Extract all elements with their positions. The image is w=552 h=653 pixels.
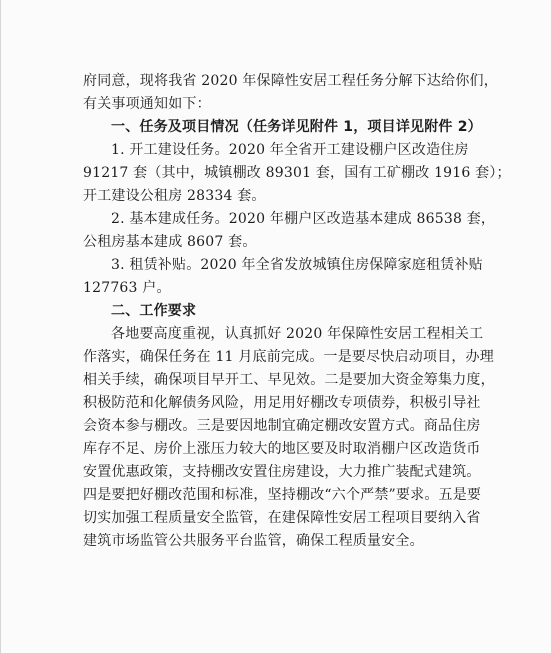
list-item: 1. 开工建设任务。2020 年全省开工建设棚户区改造住房 [111, 142, 469, 158]
body-line: 四是要把好棚改范围和标准，坚持棚改“六个严禁”要求。五是要 [83, 487, 482, 503]
list-item: 3. 租赁补贴。2020 年全省发放城镇住房保障家庭租赁补贴 [111, 257, 483, 273]
body-line: 库存不足、房价上涨压力较大的地区要及时取消棚户区改造货币 [83, 441, 481, 457]
body-line: 府同意，现将我省 2020 年保障性安居工程任务分解下达给你们， [83, 73, 498, 89]
body-line: 安置优惠政策，支持棚改安置住房建设，大力推广装配式建筑。 [83, 464, 481, 480]
body-line: 作落实，确保任务在 11 月底前完成。一是要尽快启动项目，办理 [83, 349, 494, 365]
body-line: 有关事项通知如下： [83, 96, 211, 112]
list-item: 2. 基本建成任务。2020 年棚户区改造基本建成 86538 套， [111, 211, 496, 227]
body-line: 127763 户。 [83, 280, 171, 296]
body-line: 积极防范和化解债务风险，用足用好棚改专项债券，积极引导社 [83, 395, 481, 411]
body-line: 公租房基本建成 8607 套。 [83, 234, 257, 250]
body-line: 会资本参与棚改。三是要因地制宜确定棚改安置方式。商品住房 [83, 418, 481, 434]
body-line: 切实加强工程质量安全监管，在建保障性安居工程项目要纳入省 [83, 510, 481, 526]
section-heading: 一、任务及项目情况（任务详见附件 1，项目详见附件 2） [111, 119, 482, 135]
document-body [83, 70, 511, 553]
body-line: 相关手续，确保项目早开工、早见效。二是要加大资金筹集力度， [83, 372, 495, 388]
body-line: 91217 套（其中，城镇棚改 89301 套，国有工矿棚改 1916 套）； [83, 165, 511, 181]
body-line: 开工建设公租房 28334 套。 [83, 188, 266, 204]
body-line: 各地要高度重视，认真抓好 2020 年保障性安居工程相关工 [111, 326, 484, 342]
section-heading: 二、工作要求 [111, 303, 197, 319]
body-line: 建筑市场监管公共服务平台监管，确保工程质量安全。 [83, 533, 424, 549]
